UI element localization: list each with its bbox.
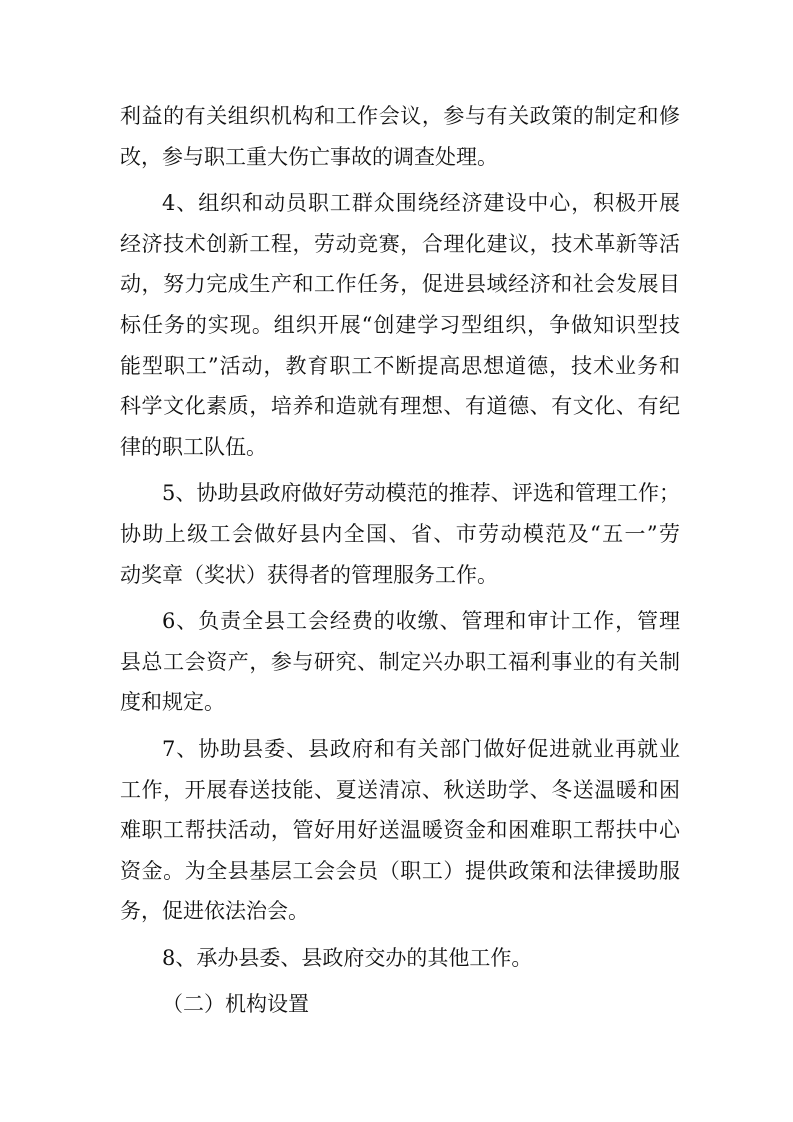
text-line: 务，促进依法治会。 <box>120 899 309 924</box>
paragraph <box>120 473 680 595</box>
paragraph <box>120 729 680 932</box>
text-line: （二）机构设置 <box>162 992 309 1017</box>
paragraph <box>120 183 680 467</box>
text-line: 难职工帮扶活动，管好用好送温暖资金和困难职工帮扶中心 <box>120 818 680 843</box>
section-heading <box>120 984 680 1025</box>
text-line: 能型职工”活动，教育职工不断提高思想道德，技术业务和 <box>120 353 680 378</box>
text-line: 利益的有关组织机构和工作会议，参与有关政策的制定和修 <box>120 104 680 128</box>
text-line: 动，努力完成生产和工作任务，促进县域经济和社会发展目 <box>120 272 680 297</box>
text-line: 4、组织和动员职工群众围绕经济建设中心，积极开展 <box>162 191 680 216</box>
text-line: 标任务的实现。组织开展“创建学习型组织，争做知识型技 <box>120 312 680 337</box>
text-line: 8、承办县委、县政府交办的其他工作。 <box>162 945 533 970</box>
paragraph <box>120 601 680 723</box>
text-line: 科学文化素质，培养和造就有理想、有道德、有文化、有纪 <box>120 394 680 419</box>
text-line: 经济技术创新工程，劳动竞赛，合理化建议，技术革新等活 <box>120 231 680 256</box>
text-line: 工作，开展春送技能、夏送清凉、秋送助学、冬送温暖和困 <box>120 777 680 802</box>
text-line: 协助上级工会做好县内全国、省、市劳动模范及“五一”劳 <box>120 521 680 546</box>
text-line: 7、协助县委、县政府和有关部门做好促进就业再就业 <box>162 736 680 761</box>
text-line: 6、负责全县工会经费的收缴、管理和审计工作，管理 <box>162 609 680 634</box>
text-line: 改，参与职工重大伤亡事故的调查处理。 <box>120 144 498 169</box>
text-line: 律的职工队伍。 <box>120 434 267 459</box>
paragraph <box>120 938 680 979</box>
paragraph <box>120 96 680 177</box>
body-text <box>120 96 680 1025</box>
text-line: 资金。为全县基层工会会员（职工）提供政策和法律援助服 <box>120 858 680 883</box>
text-line: 度和规定。 <box>120 690 225 715</box>
text-line: 5、协助县政府做好劳动模范的推荐、评选和管理工作； <box>162 481 680 506</box>
text-line: 县总工会资产，参与研究、制定兴办职工福利事业的有关制 <box>120 649 680 674</box>
text-line: 动奖章（奖状）获得者的管理服务工作。 <box>120 562 498 587</box>
